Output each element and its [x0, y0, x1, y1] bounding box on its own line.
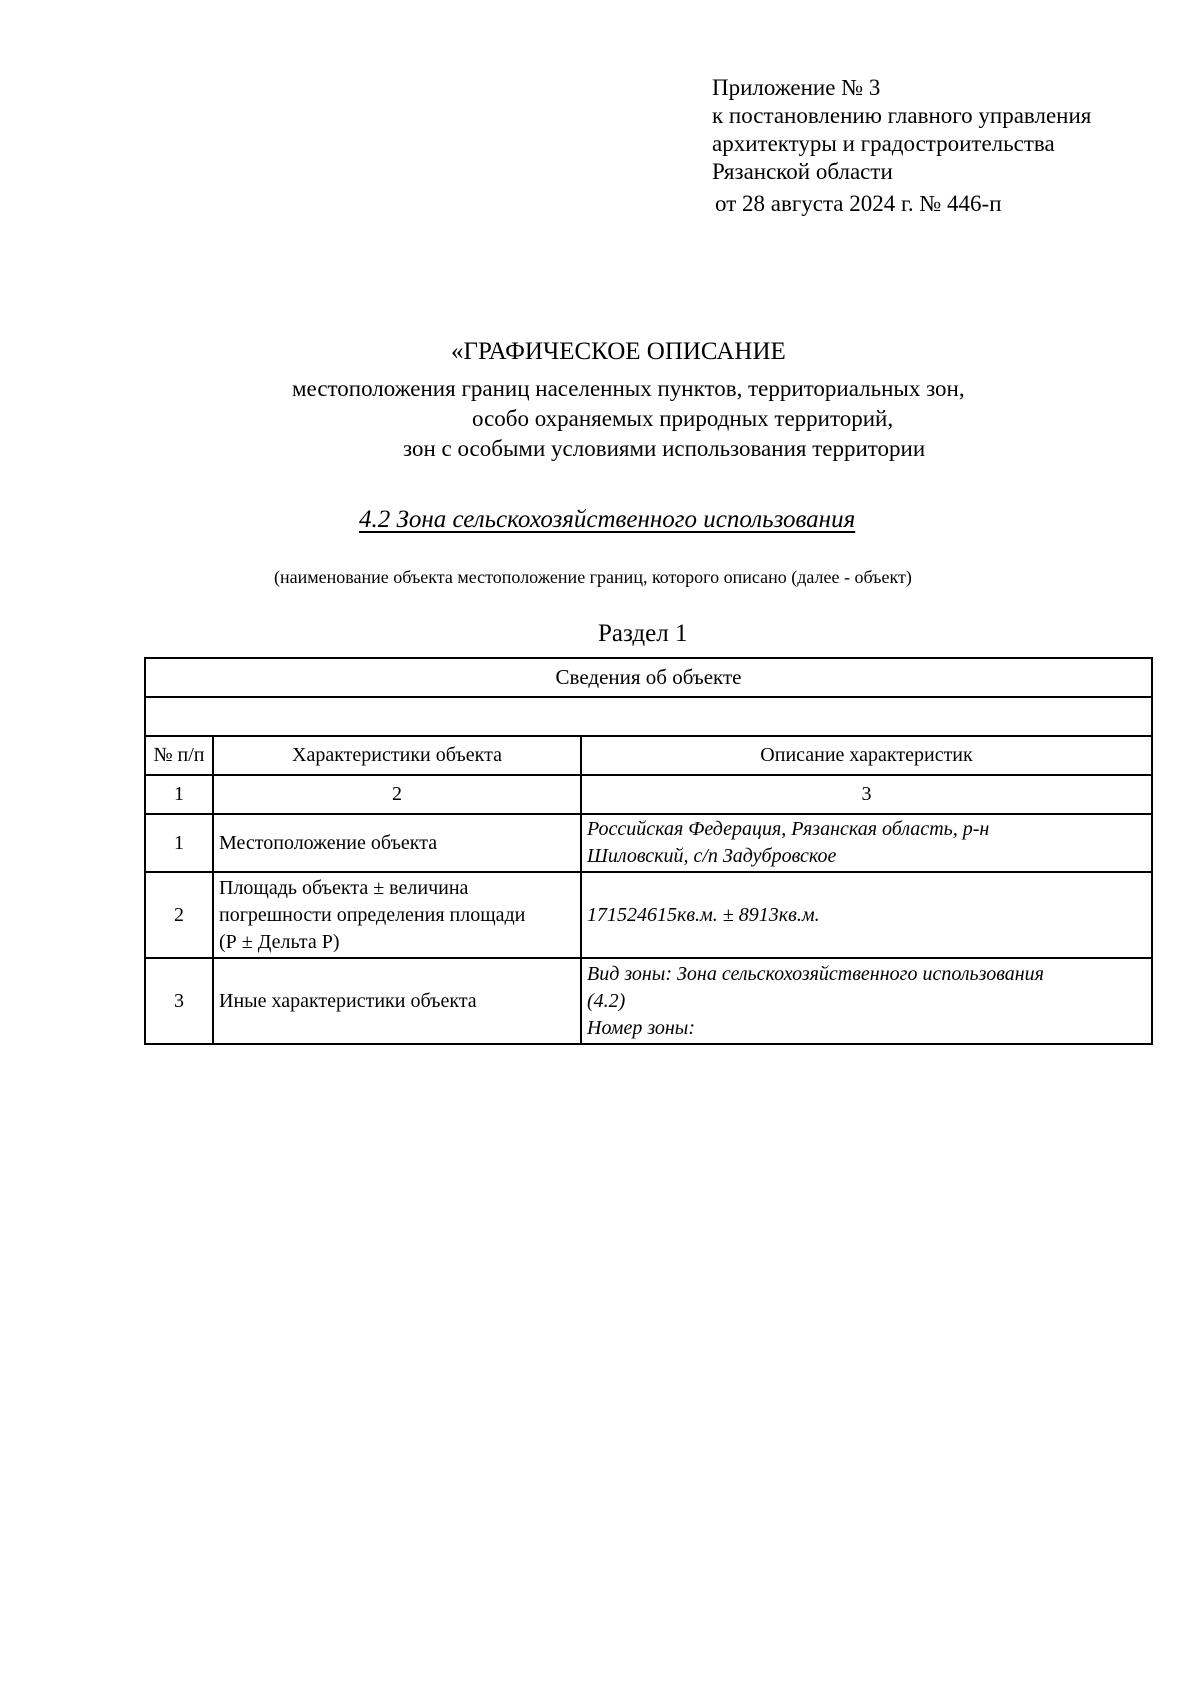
appendix-header — [712, 74, 1091, 218]
description-line: (4.2) — [587, 989, 626, 1012]
row-description — [581, 814, 1152, 872]
appendix-line: Рязанской области — [712, 159, 893, 184]
column-headers-row — [145, 736, 1152, 775]
appendix-line: Приложение № 3 — [712, 75, 881, 100]
object-caption: (наименование объекта местоположение границ, которого описано (далее - объект) — [274, 567, 912, 587]
row-characteristic — [213, 872, 581, 958]
table-header-row — [145, 658, 1152, 697]
row-number: 2 — [145, 872, 213, 958]
section-label: Раздел 1 — [598, 620, 688, 647]
row-characteristic: Местоположение объекта — [213, 814, 581, 872]
appendix-line: архитектуры и градостроительства — [712, 131, 1055, 156]
column-header: № п/п — [145, 736, 213, 775]
description-line: Шиловский, с/п Задубровское — [587, 845, 837, 867]
empty-cell — [145, 697, 1152, 736]
table-row — [145, 958, 1152, 1044]
column-header: Описание характеристик — [581, 736, 1152, 775]
column-header: Характеристики объекта — [213, 736, 581, 775]
title-line: местоположения границ населенных пунктов, территориальных зон, — [292, 376, 965, 401]
table-row — [145, 814, 1152, 872]
object-info-table — [144, 657, 1153, 1045]
characteristic-line: (Р ± Дельта Р) — [219, 930, 340, 953]
row-number: 3 — [145, 958, 213, 1044]
column-numbers-row — [145, 775, 1152, 814]
column-number: 2 — [213, 775, 581, 814]
description-line: Российская Федерация, Рязанская область, р-н — [587, 818, 990, 840]
row-number: 1 — [145, 814, 213, 872]
title-line: зон с особыми условиями использования территории — [403, 436, 926, 461]
row-description — [581, 958, 1152, 1044]
object-name: 4.2 Зона сельскохозяйственного использования — [359, 506, 856, 533]
row-description: 171524615кв.м. ± 8913кв.м. — [581, 872, 1152, 958]
characteristic-line: Площадь объекта ± величина — [219, 876, 469, 899]
characteristic-line: погрешности определения площади — [219, 903, 526, 926]
column-number: 1 — [145, 775, 213, 814]
description-line: Номер зоны: — [587, 1016, 695, 1039]
table-empty-row — [145, 697, 1152, 736]
appendix-date: от 28 августа 2024 г. № 446-п — [715, 191, 1002, 216]
title-main: «ГРАФИЧЕСКОЕ ОПИСАНИЕ — [451, 338, 786, 365]
row-characteristic: Иные характеристики объекта — [213, 958, 581, 1044]
table-header: Сведения об объекте — [145, 658, 1152, 697]
description-line: Вид зоны: Зона сельскохозяйственного использования — [587, 962, 1044, 985]
column-number: 3 — [581, 775, 1152, 814]
table-row — [145, 872, 1152, 958]
title-line: особо охраняемых природных территорий, — [472, 406, 894, 431]
appendix-line: к постановлению главного управления — [712, 103, 1092, 128]
